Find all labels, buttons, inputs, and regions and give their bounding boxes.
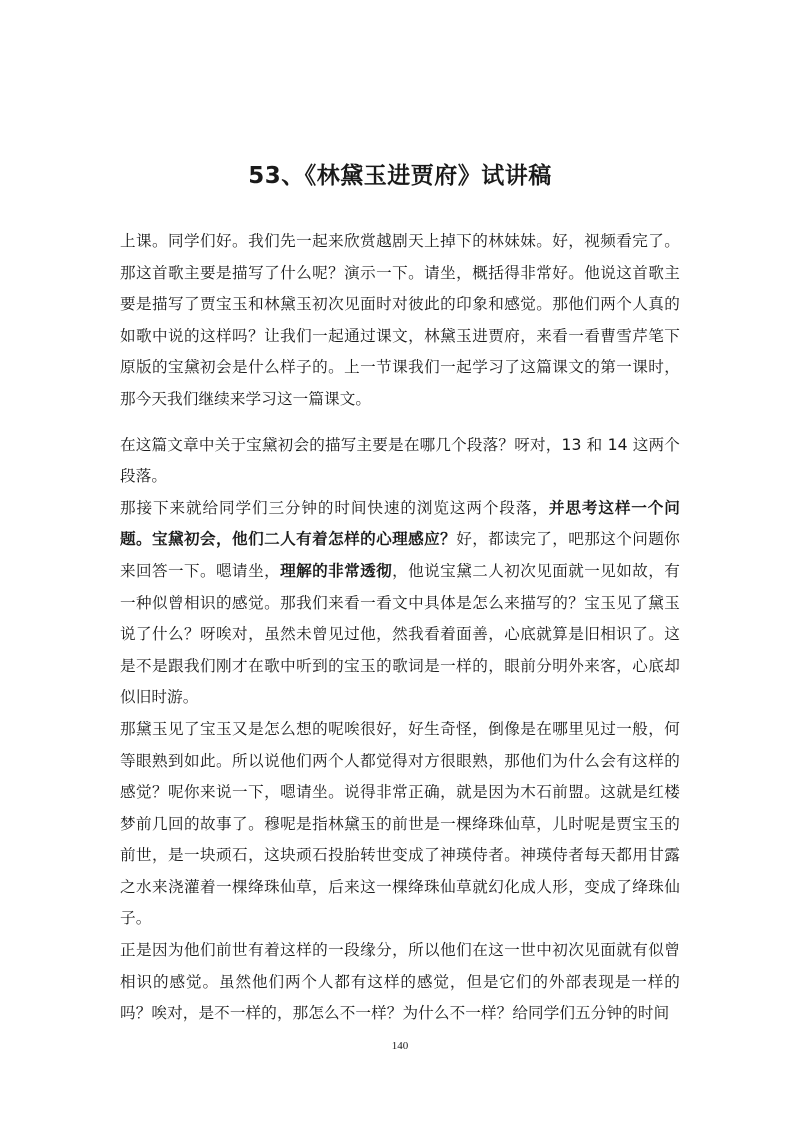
paragraph-intro: 上课。同学们好。我们先一起来欣赏越剧天上掉下的林妹妹。好，视频看完了。那这首歌主要是描写了什么呢？演示一下。请坐，概括得非常好。他说这首歌主要是描写了贾宝玉和林黛玉初次见面时对彼此的印象和感觉。那他们两个人真的如歌中说的这样吗？让我们一起通过课文，林黛玉进贾府，来看一看曹雪芹笔下原版的宝黛初会是什么样子的。上一节课我们一起学习了这篇课文的第一课时，那今天我们继续来学习这一篇课文。	[120, 232, 680, 408]
paragraph-reading-task	[120, 493, 680, 714]
paragraph-daiyu: 那黛玉见了宝玉又是怎么想的呢唉很好，好生奇怪，倒像是在哪里见过一般，何等眼熟到如此。所以说他们两个人都觉得对方很眼熟，那他们为什么会有这样的感觉？呢你来说一下，嗯请坐。说得非常正确，就是因为木石前盟。这就是红楼梦前几回的故事了。穆呢是指林黛玉的前世是一棵绛珠仙草，儿时呢是贾宝玉的前世，是一块顽石，这块顽石投胎转世变成了神瑛侍者。神瑛侍者每天都用甘露之水来浇灌着一棵绛珠仙草，后来这一棵绛珠仙草就幻化成人形，变成了绛珠仙子。	[120, 719, 680, 928]
emphasized-question: 并思考这样一个问题。宝黛初会，他们二人有着怎样的心理感应？	[120, 498, 680, 549]
paragraph-text: 好，都读完了，吧那这个问题你来回答一下。嗯请坐，	[120, 530, 680, 580]
emphasized-praise: 理解的非常透彻	[280, 561, 393, 580]
paragraph-fate: 正是因为他们前世有着这样的一段缘分，所以他们在这一世中初次见面就有似曾相识的感觉。虽然他们两个人都有这样的感觉，但是它们的外部表现是一样的吗？唉对，是不一样的，那怎么不一样？为什么不一样？给同学们五分钟的时间	[120, 941, 680, 1023]
lecture-body	[120, 226, 680, 1030]
paragraph-text: 那接下来就给同学们三分钟的时间快速的浏览这两个段落，	[120, 498, 549, 517]
paragraph-question: 在这篇文章中关于宝黛初会的描写主要是在哪几个段落？呀对，13 和 14 这两个段落。	[120, 435, 680, 486]
paragraph-text: ，他说宝黛二人初次见面就一见如故，有一种似曾相识的感觉。那我们来看一看文中具体是怎么来描写的？宝玉见了黛玉说了什么？呀唉对，虽然未曾见过他，然我看着面善，心底就算是旧相识了。这是不是跟我们刚才在歌中听到的宝玉的歌词是一样的，眼前分明外来客，心底却似旧时游。	[120, 561, 680, 707]
page-title: 53、《林黛玉进贾府》试讲稿	[248, 163, 552, 189]
page-number: 140	[391, 1040, 409, 1052]
